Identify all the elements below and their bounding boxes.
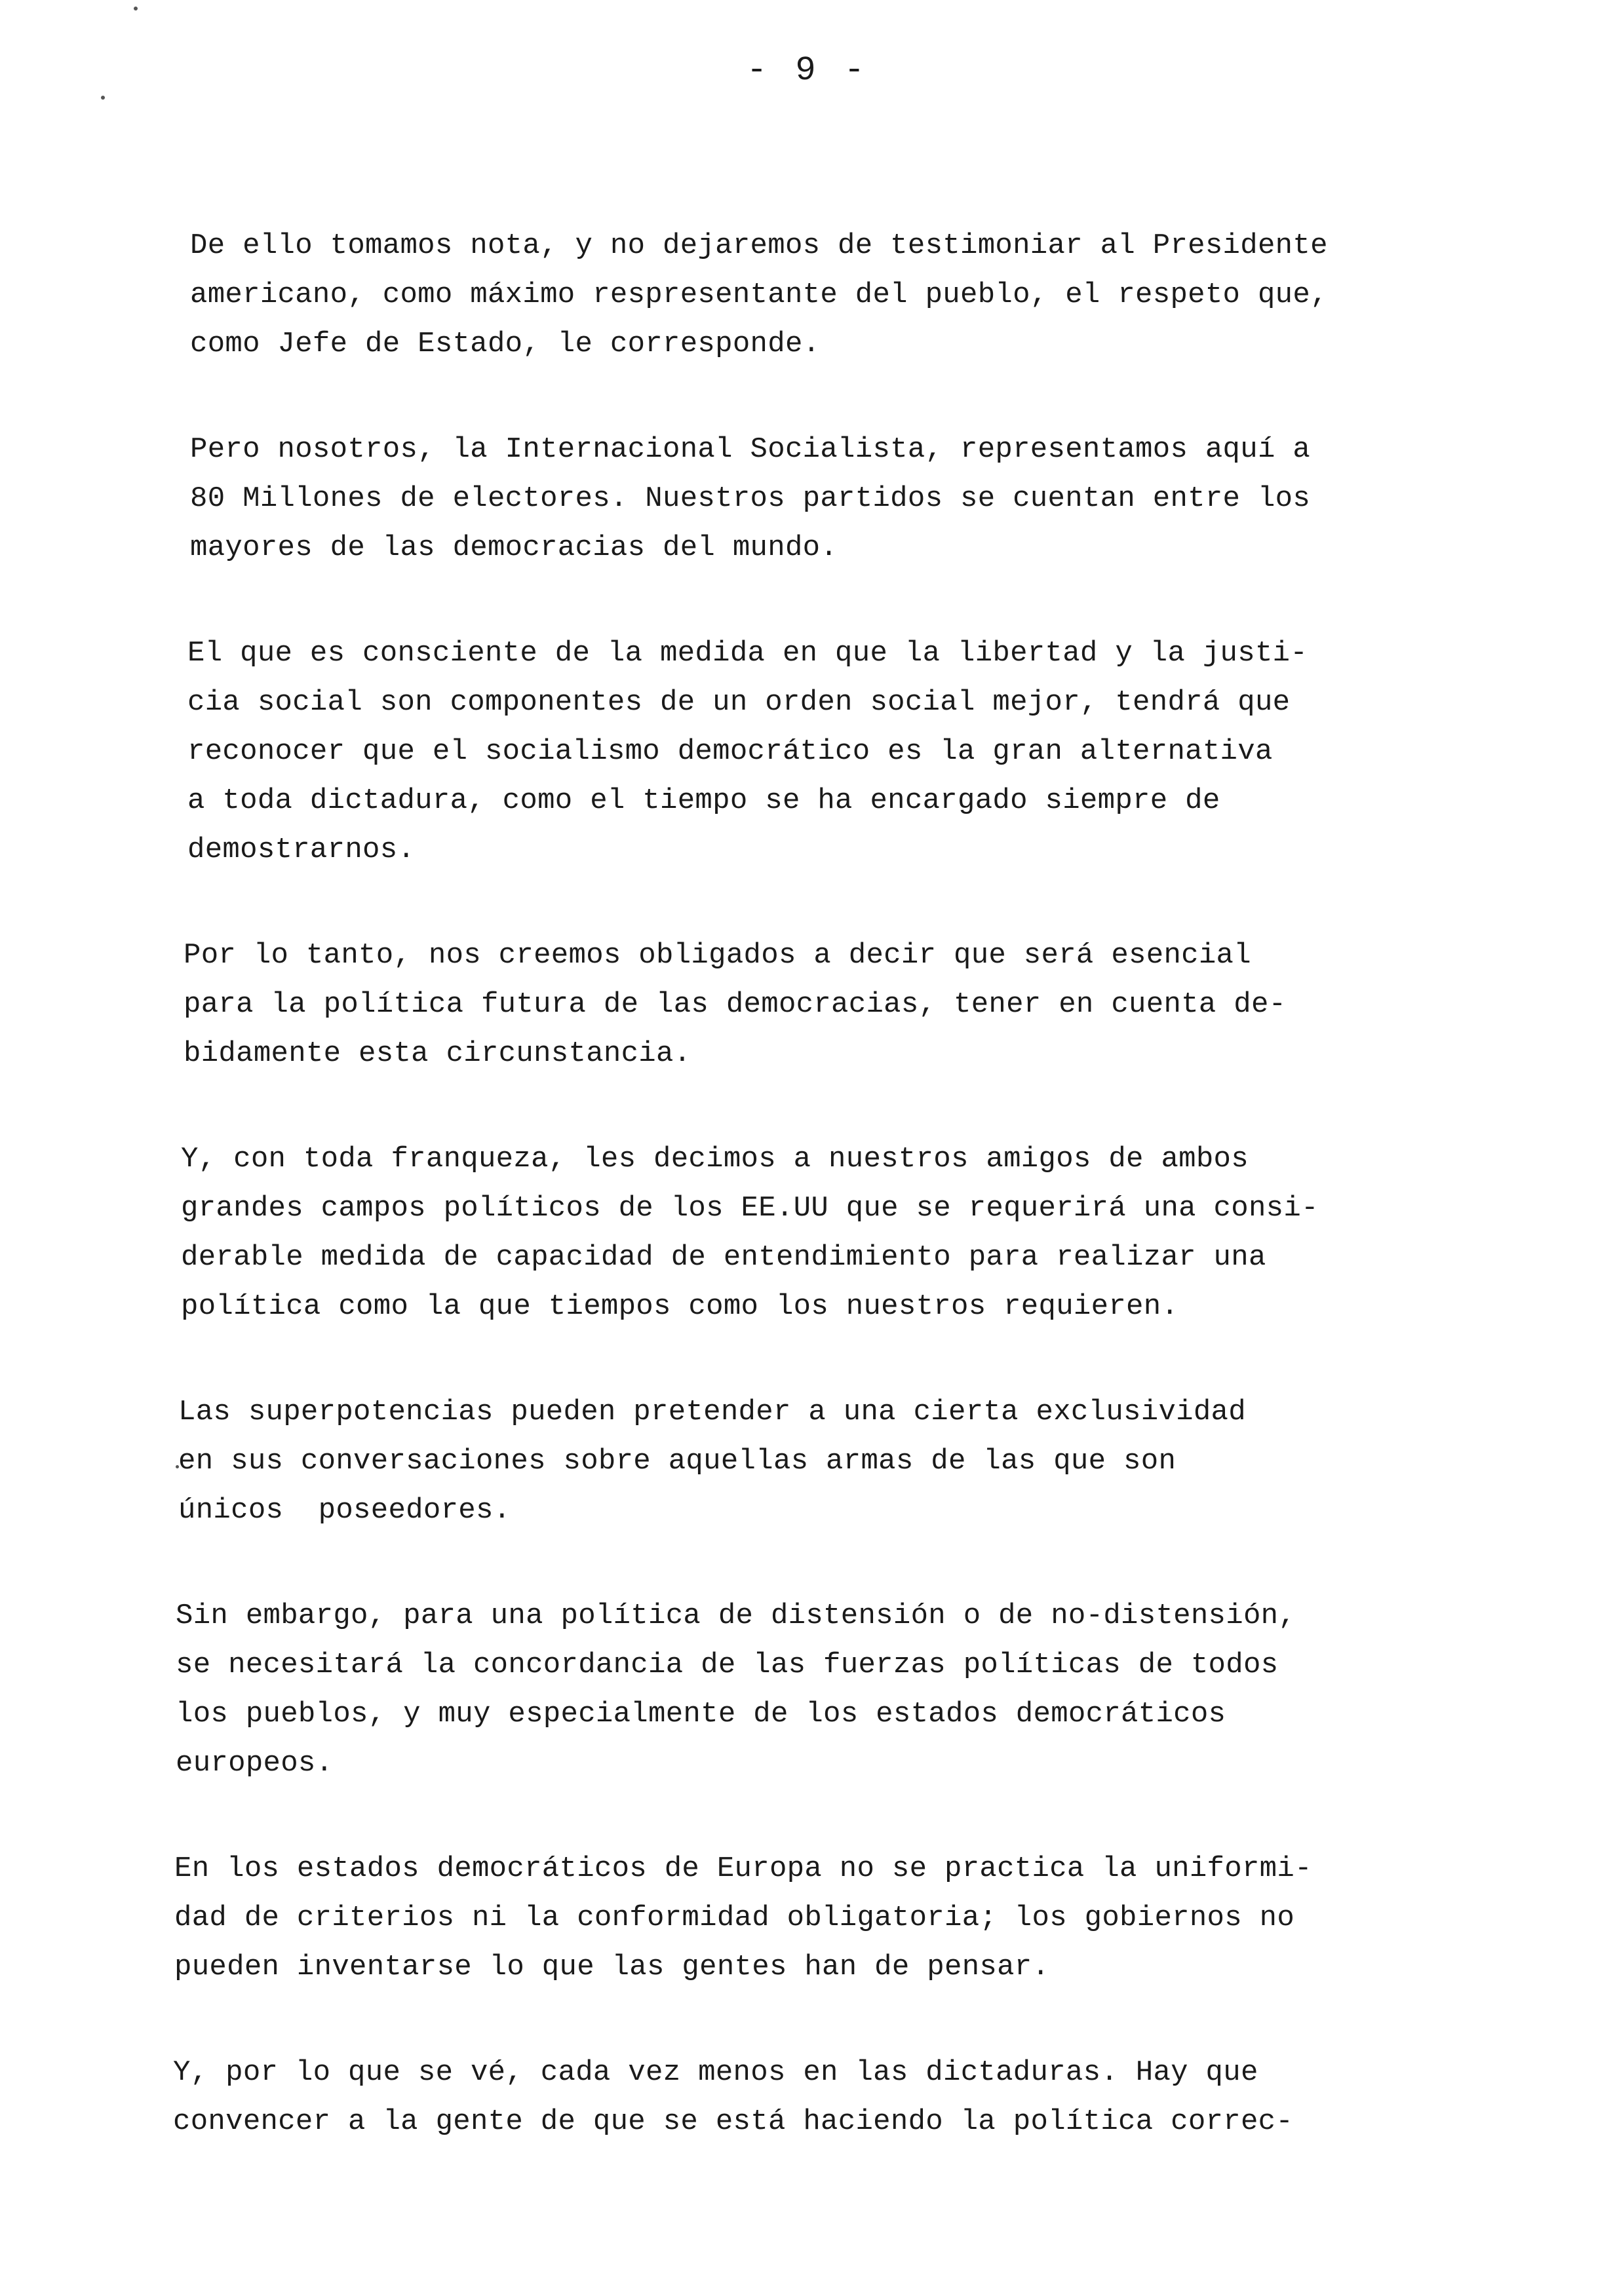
text-line: Las superpotencias pueden pretender a una cierta exclusividad (178, 1396, 1246, 1428)
text-line: en sus conversaciones sobre aquellas armas de las que son (178, 1445, 1177, 1478)
text-line: El que es consciente de la medida en que la libertad y la justi- (187, 637, 1308, 670)
text-line: grandes campos políticos de los EE.UU que se requerirá una consi- (181, 1192, 1319, 1225)
paragraph (184, 931, 1492, 1079)
paragraph (190, 425, 1492, 573)
text-line: demostrarnos. (187, 833, 416, 866)
text-line: para la política futura de las democracias, tener en cuenta de- (184, 988, 1287, 1021)
text-line: los pueblos, y muy especialmente de los estados democráticos (176, 1698, 1226, 1731)
text-line: En los estados democráticos de Europa no se practica la uniformi- (174, 1852, 1312, 1885)
text-line: reconocer que el socialismo democrático es la gran alternativa (187, 735, 1273, 768)
paragraph (181, 1135, 1492, 1331)
document-body (173, 221, 1492, 2203)
text-line: dad de criterios ni la conformidad obligatoria; los gobiernos no (174, 1902, 1295, 1934)
text-line: cia social son componentes de un orden social mejor, tendrá que (187, 686, 1291, 719)
paragraph (174, 1845, 1492, 1992)
text-line: Sin embargo, para una política de distensión o de no-distensión, (176, 1599, 1296, 1632)
text-line: únicos poseedores. (178, 1494, 511, 1527)
text-line: pueden inventarse lo que las gentes han de pensar. (174, 1951, 1050, 1983)
text-line: Por lo tanto, nos creemos obligados a decir que será esencial (184, 939, 1251, 972)
text-line: europeos. (176, 1747, 334, 1780)
text-line: política como la que tiempos como los nuestros requieren. (181, 1290, 1179, 1323)
text-line: Y, por lo que se vé, cada vez menos en las dictaduras. Hay que (173, 2056, 1258, 2089)
paragraph (176, 1592, 1492, 1788)
text-line: convencer a la gente de que se está haciendo la política correc- (173, 2105, 1294, 2138)
text-line: 80 Millones de electores. Nuestros partidos se cuentan entre los (190, 482, 1311, 515)
scan-speck (101, 96, 105, 100)
text-line: Y, con toda franqueza, les decimos a nuestros amigos de ambos (181, 1143, 1249, 1176)
paragraph (173, 2048, 1492, 2147)
paragraph (187, 629, 1492, 875)
paragraph (178, 1388, 1492, 1535)
text-line: americano, como máximo respresentante del pueblo, el respeto que, (190, 278, 1328, 311)
page-number: - 9 - (746, 51, 869, 90)
text-line: derable medida de capacidad de entendimiento para realizar una (181, 1241, 1266, 1274)
text-line: como Jefe de Estado, le corresponde. (190, 328, 821, 360)
text-line: Pero nosotros, la Internacional Socialista, representamos aquí a (190, 433, 1311, 466)
text-line: bidamente esta circunstancia. (184, 1037, 691, 1070)
text-line: mayores de las democracias del mundo. (190, 531, 838, 564)
text-line: De ello tomamos nota, y no dejaremos de testimoniar al Presidente (190, 229, 1328, 262)
scan-speck (134, 7, 138, 10)
paragraph (190, 221, 1492, 369)
text-line: se necesitará la concordancia de las fuerzas políticas de todos (176, 1649, 1279, 1681)
text-line: a toda dictadura, como el tiempo se ha encargado siempre de (187, 784, 1220, 817)
